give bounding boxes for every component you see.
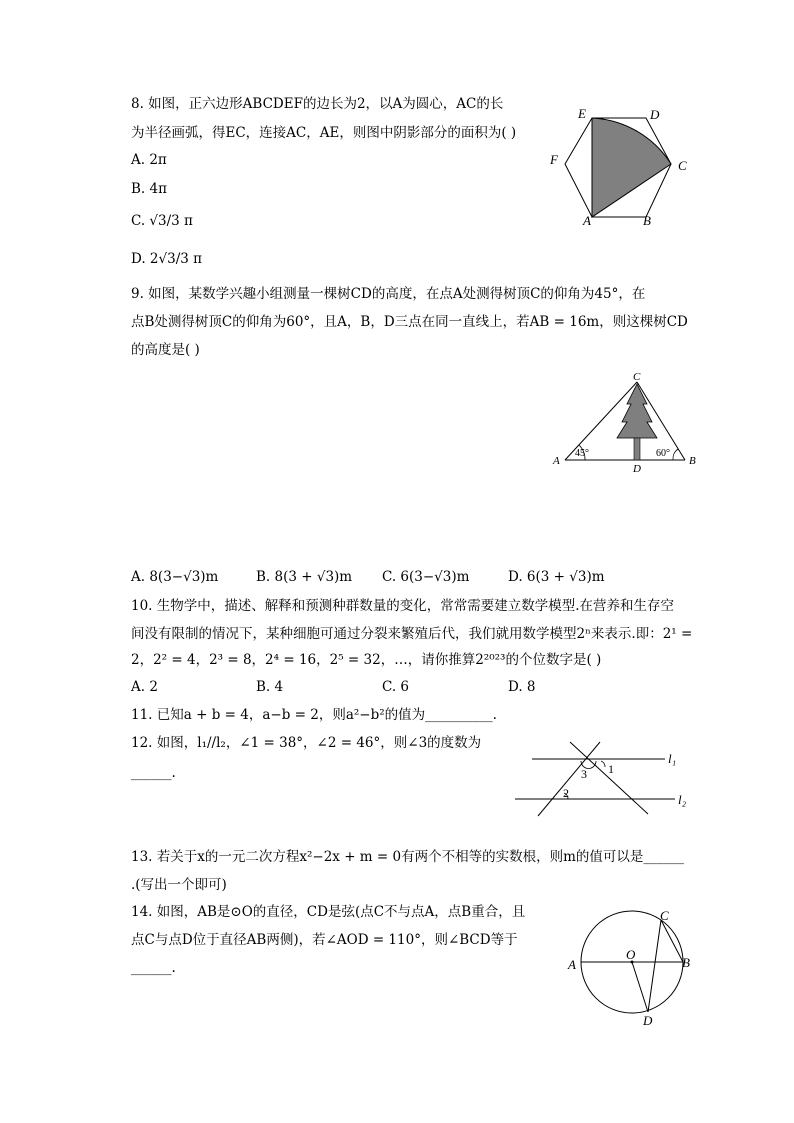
q10-line-3: 2，2² = 4，2³ = 8，2⁴ = 16，2⁵ = 32，…，请你推算2²⁰²³的个位数字是( ) bbox=[131, 652, 602, 668]
q10-line-2: 间没有限制的情况下，某种细胞可通过分裂来繁殖后代，我们就用数学模型2ⁿ来表示.即：2¹ = bbox=[131, 626, 693, 642]
q9-option-a: A. 8(3−√3)m bbox=[131, 569, 219, 585]
q9-option-b: B. 8(3 + √3)m bbox=[256, 569, 353, 585]
q8-line-1: 8. 如图，正六边形ABCDEF的边长为2，以A为圆心，AC的长 bbox=[131, 96, 504, 112]
q14-answer-blank: ______. bbox=[131, 960, 176, 976]
q8-shaded-sector bbox=[592, 118, 671, 217]
q8-option-d: D. 2√3/3 π bbox=[131, 251, 203, 267]
q12-angle-1: 1 bbox=[608, 762, 614, 776]
q14-label-d: D bbox=[643, 1013, 653, 1028]
q8-label-c: C bbox=[678, 158, 687, 173]
q9-label-a: A bbox=[553, 455, 560, 467]
q14-label-c: C bbox=[660, 908, 669, 923]
q8-option-b: B. 4π bbox=[131, 181, 167, 197]
q11-text: 11. 已知a + b = 4，a−b = 2，则a²−b²的值为__________. bbox=[131, 707, 497, 723]
q8-label-b: B bbox=[643, 213, 651, 228]
q13-line-2: .(写出一个即可) bbox=[131, 877, 227, 893]
q9-line-2: 点B处测得树顶C的仰角为60°，且A，B，D三点在同一直线上，若AB = 16m，则这棵树CD bbox=[131, 314, 688, 330]
q8-option-a: A. 2π bbox=[131, 152, 167, 168]
q10-option-a: A. 2 bbox=[131, 679, 158, 695]
q12-answer-blank: ______. bbox=[131, 765, 176, 781]
q8-option-c: C. √3/3 π bbox=[131, 213, 193, 229]
q10-line-1: 10. 生物学中，描述、解释和预测种群数量的变化，常常需要建立数学模型.在营养和生存空 bbox=[131, 598, 675, 614]
q8-label-e: E bbox=[578, 106, 586, 121]
q9-tree-icon bbox=[617, 384, 657, 438]
q9-label-d: D bbox=[633, 463, 641, 473]
q12-angle-3: 3 bbox=[581, 767, 587, 781]
q12-parallel-lines-figure bbox=[510, 738, 700, 818]
q14-label-o: O bbox=[626, 947, 636, 962]
q10-option-d: D. 8 bbox=[508, 679, 536, 695]
q14-line-2: 点C与点D位于直径AB两侧)，若∠AOD = 110°，则∠BCD等于 bbox=[131, 932, 518, 948]
q8-hexagon-figure bbox=[540, 100, 700, 235]
q9-line-1: 9. 如图，某数学兴趣小组测量一棵树CD的高度，在点A处测得树顶C的仰角为45°，在 bbox=[131, 286, 646, 302]
q10-option-b: B. 4 bbox=[256, 679, 284, 695]
q12-line-1: 12. 如图，l₁//l₂，∠1 = 38°，∠2 = 46°，则∠3的度数为 bbox=[131, 735, 482, 751]
q9-tree-figure bbox=[545, 368, 705, 473]
q9-option-d: D. 6(3 + √3)m bbox=[508, 569, 605, 585]
q9-angle-45: 45° bbox=[575, 448, 589, 459]
q8-label-d: D bbox=[650, 107, 660, 122]
q12-angle-2: 2 bbox=[563, 786, 569, 800]
q12-label-l1: l₁ bbox=[668, 751, 677, 766]
q9-option-c: C. 6(3−√3)m bbox=[382, 569, 470, 585]
q10-option-c: C. 6 bbox=[382, 679, 410, 695]
q12-label-l2: l₂ bbox=[678, 792, 687, 807]
q14-label-a: A bbox=[568, 957, 576, 972]
q14-circle-figure bbox=[560, 905, 710, 1030]
q8-label-f: F bbox=[550, 152, 558, 167]
q8-label-a: A bbox=[583, 213, 591, 228]
q9-line-3: 的高度是( ) bbox=[131, 342, 200, 358]
q14-label-b: B bbox=[682, 955, 690, 970]
q9-angle-60: 60° bbox=[656, 448, 670, 459]
q13-line-1: 13. 若关于x的一元二次方程x²−2x + m = 0有两个不相等的实数根，则m的值可以是______ bbox=[131, 849, 684, 865]
q8-line-2: 为半径画弧，得EC，连接AC，AE，则图中阴影部分的面积为( ) bbox=[131, 125, 517, 141]
q14-line-1: 14. 如图，AB是⊙O的直径，CD是弦(点C不与点A，点B重合，且 bbox=[131, 904, 526, 920]
q9-label-b: B bbox=[689, 455, 696, 467]
q9-label-c: C bbox=[633, 371, 641, 383]
